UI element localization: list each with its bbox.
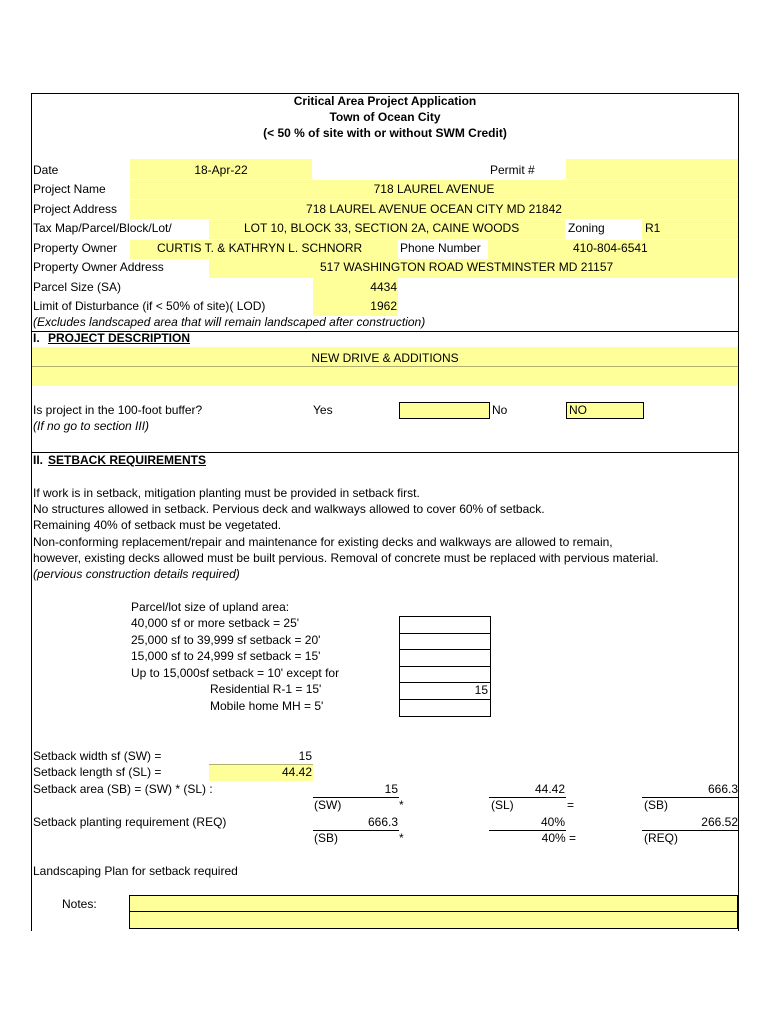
setback-rule-1: If work is in setback, mitigation planting must be provided in setback first. xyxy=(33,486,420,500)
sb-sl-value: 44.42 xyxy=(534,782,565,796)
section1-heading: PROJECT DESCRIPTION xyxy=(48,331,191,345)
notes-line2[interactable] xyxy=(129,911,738,929)
buffer-note: (If no go to section III) xyxy=(33,419,150,433)
sb-result-value: 666.3 xyxy=(707,782,738,796)
yes-field[interactable] xyxy=(399,402,490,419)
project-name-label: Project Name xyxy=(33,182,106,196)
landscaping-note: Landscaping Plan for setback required xyxy=(33,864,238,878)
notes-label: Notes: xyxy=(62,897,97,911)
sb-label: Setback area (SB) = (SW) * (SL) : xyxy=(33,782,213,796)
parcel-size-label: Parcel Size (SA) xyxy=(33,280,122,294)
size-cell-1[interactable] xyxy=(399,616,491,634)
section1-number: I. xyxy=(33,331,40,345)
size-rule-2: 25,000 sf to 39,999 sf setback = 20' xyxy=(131,633,321,647)
excludes-note: (Excludes landscaped area that will remain landscaped after construction) xyxy=(33,315,426,329)
sw-label: Setback width sf (SW) = xyxy=(33,749,162,763)
no-field[interactable] xyxy=(566,402,644,419)
form-subtitle: Town of Ocean City xyxy=(329,110,441,124)
tax-map-label: Tax Map/Parcel/Block/Lot/ xyxy=(33,221,172,235)
owner-address-label: Property Owner Address xyxy=(33,260,164,274)
sl-label: Setback length sf (SL) = xyxy=(33,765,162,779)
parcel-size-value[interactable]: 4434 xyxy=(370,280,397,294)
notes-line1[interactable] xyxy=(129,895,738,912)
size-rule-6: Mobile home MH = 5' xyxy=(210,699,324,713)
size-cell-5[interactable]: 15 xyxy=(399,682,491,700)
lod-value[interactable]: 1962 xyxy=(370,299,397,313)
setback-rule-5: however, existing decks allowed must be built pervious. Removal of concrete must be replaced with pervious material. xyxy=(33,551,659,565)
section2-number: II. xyxy=(33,453,44,467)
zoning-value[interactable]: R1 xyxy=(645,221,661,235)
sb-sw-value: 15 xyxy=(384,782,398,796)
sl-abbr: (SL) xyxy=(491,798,514,812)
section2-heading: SETBACK REQUIREMENTS xyxy=(48,453,207,467)
project-name-value[interactable]: 718 LAUREL AVENUE xyxy=(373,182,495,196)
owner-value[interactable]: CURTIS T. & KATHRYN L. SCHNORR xyxy=(157,241,363,255)
setback-rule-2: No structures allowed in setback. Pervious deck and walkways allowed to cover 60% of setback. xyxy=(33,502,545,516)
form-frame-left xyxy=(31,93,32,931)
req-times-sign: * xyxy=(399,831,404,845)
req-sb-value: 666.3 xyxy=(367,815,398,829)
req-pct-equals: 40% = xyxy=(541,831,576,845)
sw-abbr: (SW) xyxy=(314,798,342,812)
phone-value[interactable]: 410-804-6541 xyxy=(573,241,648,255)
project-description-value[interactable]: NEW DRIVE & ADDITIONS xyxy=(311,351,459,365)
form-title: Critical Area Project Application xyxy=(293,94,477,108)
sb-abbr: (SB) xyxy=(644,798,668,812)
permit-label: Permit # xyxy=(490,163,535,177)
yes-label: Yes xyxy=(313,403,333,417)
project-address-value[interactable]: 718 LAUREL AVENUE OCEAN CITY MD 21842 xyxy=(306,202,562,216)
times-sign: * xyxy=(399,798,404,812)
req-abbr: (REQ) xyxy=(644,831,678,845)
req-label: Setback planting requirement (REQ) xyxy=(33,815,227,829)
no-value: NO xyxy=(569,403,587,417)
setback-rule-6: (pervious construction details required) xyxy=(33,567,240,581)
sl-value[interactable]: 44.42 xyxy=(281,765,312,779)
description-line2-bg xyxy=(32,366,738,386)
size-rule-1: 40,000 sf or more setback = 25' xyxy=(131,616,300,630)
buffer-question: Is project in the 100-foot buffer? xyxy=(33,403,203,417)
size-rule-5: Residential R-1 = 15' xyxy=(210,682,322,696)
no-label: No xyxy=(492,403,508,417)
equals-sign: = xyxy=(567,798,575,812)
date-value[interactable]: 18-Apr-22 xyxy=(194,163,248,177)
sizes-title: Parcel/lot size of upland area: xyxy=(131,600,290,614)
size-cell-3[interactable] xyxy=(399,649,491,667)
permit-field-bg xyxy=(566,159,738,179)
owner-label: Property Owner xyxy=(33,241,118,255)
owner-address-value[interactable]: 517 WASHINGTON ROAD WESTMINSTER MD 21157 xyxy=(320,260,614,274)
size-rule-3: 15,000 sf to 24,999 sf setback = 15' xyxy=(131,649,321,663)
req-sb-abbr: (SB) xyxy=(314,831,338,845)
lod-label: Limit of Disturbance (if < 50% of site)( LOD) xyxy=(33,299,266,313)
size-cell-6[interactable] xyxy=(399,699,491,717)
phone-label: Phone Number xyxy=(400,241,481,255)
req-result-value: 266.52 xyxy=(701,815,738,829)
zoning-label: Zoning xyxy=(568,221,605,235)
form-scope: (< 50 % of site with or without SWM Credit) xyxy=(263,126,507,140)
tax-map-value[interactable]: LOT 10, BLOCK 33, SECTION 2A, CAINE WOODS xyxy=(244,221,520,235)
form-frame-right xyxy=(738,93,739,931)
project-address-label: Project Address xyxy=(33,202,118,216)
setback-rule-4: Non-conforming replacement/repair and maintenance for existing decks and walkways are allowed to remain, xyxy=(33,535,613,549)
req-pct-value: 40% xyxy=(540,815,565,829)
size-rule-4: Up to 15,000sf setback = 10' except for xyxy=(131,666,340,680)
setback-rule-3: Remaining 40% of setback must be vegetated. xyxy=(33,518,282,532)
date-label: Date xyxy=(33,163,59,177)
sw-value[interactable]: 15 xyxy=(298,749,312,763)
